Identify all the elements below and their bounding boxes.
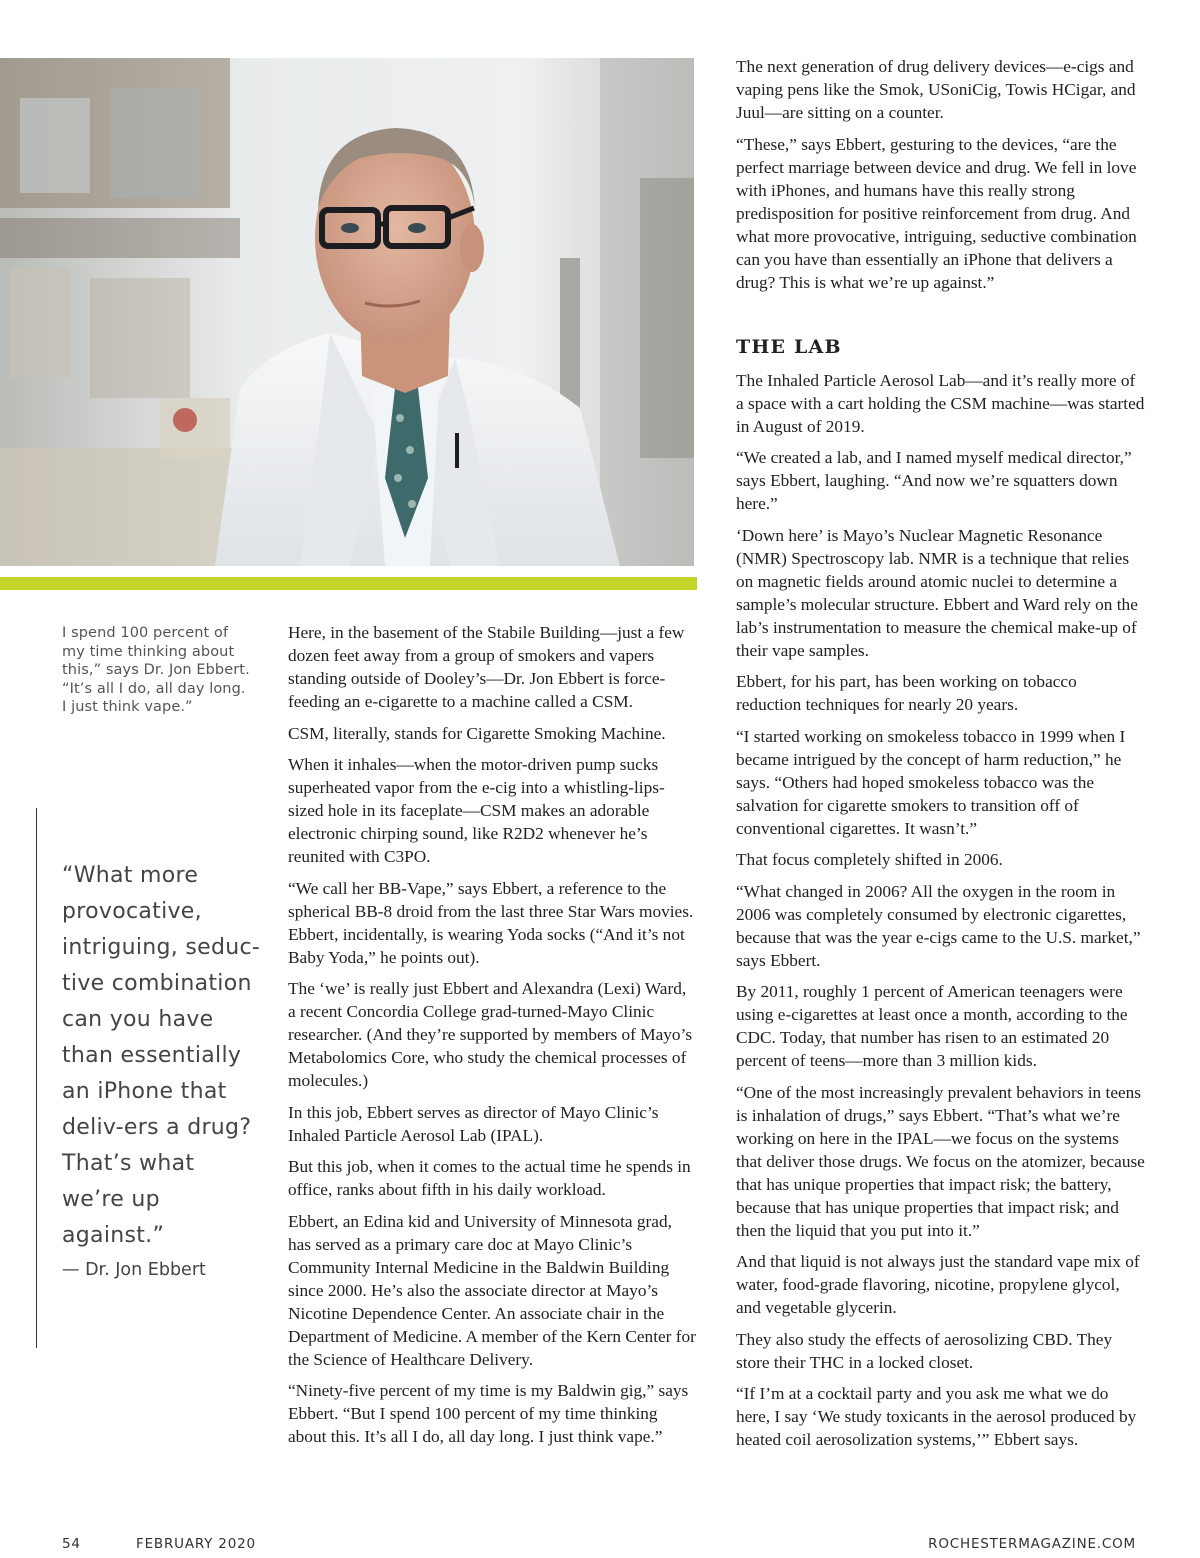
page-number: 54: [62, 1536, 81, 1552]
body-paragraph: When it inhales—when the motor-driven pump sucks superheated vapor from the e-cig into a whistling-lips-sized hole in its faceplate—CSM makes an adorable electronic chirping sound, like R2D2 whenever he’s reunited with C3PO.: [288, 755, 665, 866]
accent-bar: [0, 577, 697, 590]
body-paragraph: “If I’m at a cocktail party and you ask me what we do here, I say ‘We study toxicants in the aerosol produced by heated coil aerosolization systems,’” Ebbert says.: [736, 1384, 1137, 1449]
section-heading: THE LAB: [736, 335, 842, 358]
body-paragraph: “I started working on smokeless tobacco in 1999 when I became intrigued by the concept of harm reduction,” he says. “Others had hoped smokeless tobacco was the salvation for cigarette smokers to transition off of conventional cigarettes. It wasn’t.”: [736, 726, 1126, 838]
body-paragraph: Ebbert, an Edina kid and University of Minnesota grad, has served as a primary care doc at Mayo Clinic’s Community Internal Medicine in the Baldwin Building since 2000. He’s also the associate director at Mayo’s Nicotine Dependence Center. An associate chair in the Department of Medicine. A member of the Kern Center for the Science of Healthcare Delivery.: [288, 1211, 696, 1369]
body-paragraph: Here, in the basement of the Stabile Building—just a few dozen feet away from a group of smokers and vapers standing outside of Dooley’s—Dr. Jon Ebbert is force-feeding an e-cigarette to a machine called a CSM.: [288, 623, 685, 711]
body-paragraph: And that liquid is not always just the standard vape mix of water, food-grade flavoring, nicotine, propylene glycol, and vegetable glycerin.: [736, 1252, 1140, 1317]
website-url: ROCHESTERMAGAZINE.COM: [928, 1536, 1136, 1552]
body-paragraph: “These,” says Ebbert, gesturing to the devices, “are the perfect marriage between device and drug. We fell in love with iPhones, and humans have this really strong predisposition for positive reinforcement from drug. And what more provocative, intriguing, seductive combination can you have than essentially an iPhone that delivers a drug? This is what we’re up against.”: [736, 134, 1137, 292]
body-paragraph: “Ninety-five percent of my time is my Baldwin gig,” says Ebbert. “But I spend 100 percent of my time thinking about this. It’s all I do, all day long. I just think vape.”: [288, 1381, 689, 1446]
body-paragraph: The ‘we’ is really just Ebbert and Alexandra (Lexi) Ward, a recent Concordia College grad-turned-Mayo Clinic researcher. (And they’re supported by members of Mayo’s Metabolomics Core, who study the chemical processes of molecules.): [288, 979, 693, 1090]
body-paragraph: CSM, literally, stands for Cigarette Smoking Machine.: [288, 723, 666, 743]
body-paragraph: Ebbert, for his part, has been working on tobacco reduction techniques for nearly 20 years.: [736, 672, 1077, 714]
pull-quote-rule: [36, 808, 37, 1348]
body-paragraph: ‘Down here’ is Mayo’s Nuclear Magnetic Resonance (NMR) Spectroscopy lab. NMR is a technique that relies on magnetic fields around atomic nuclei to determine a sample’s molecular structure. Ebbert and Ward rely on the lab’s instrumentation to measure the chemical make-up of their vape samples.: [736, 525, 1138, 660]
photo-caption: I spend 100 percent of my time thinking about this,” says Dr. Jon Ebbert. “It’s all I do, all day long. I just think vape.”: [62, 625, 250, 715]
pull-quote-attribution: — Dr. Jon Ebbert: [62, 1260, 206, 1280]
body-paragraph: “One of the most increasingly prevalent behaviors in teens is inhalation of drugs,” says Ebbert. “That’s what we’re working on here in the IPAL—we focus on the systems that deliver those drugs. We focus on the atomizer, because that has unique properties that impact risk; the battery, because that has unique properties that impact risk; and then the liquid that you put into it.”: [736, 1082, 1145, 1240]
body-paragraph: By 2011, roughly 1 percent of American teenagers were using e-cigarettes at least once a month, according to the CDC. Today, that number has risen to an estimated 20 percent of teens—more than 3 million kids.: [736, 982, 1128, 1070]
issue-date: FEBRUARY 2020: [136, 1536, 256, 1552]
doctor-portrait-photo: [0, 58, 694, 566]
article-column-middle: [288, 621, 696, 1457]
body-paragraph: “We call her BB-Vape,” says Ebbert, a reference to the spherical BB-8 droid from the last three Star Wars movies. Ebbert, incidentally, is wearing Yoda socks (“And it’s not Baby Yoda,” he points out).: [288, 878, 694, 967]
body-paragraph: That focus completely shifted in 2006.: [736, 850, 1003, 869]
body-paragraph: In this job, Ebbert serves as director of Mayo Clinic’s Inhaled Particle Aerosol Lab (IPAL).: [288, 1102, 659, 1145]
body-paragraph: But this job, when it comes to the actual time he spends in office, ranks about fifth in his daily workload.: [288, 1157, 691, 1199]
body-paragraph: “We created a lab, and I named myself medical director,” says Ebbert, laughing. “And now we’re squatters down here.”: [736, 448, 1132, 513]
body-paragraph: The next generation of drug delivery devices—e-cigs and vaping pens like the Smok, USoniCig, Towis HCigar, and Juul—are sitting on a counter.: [736, 57, 1136, 122]
body-paragraph: They also study the effects of aerosolizing CBD. They store their THC in a locked closet.: [736, 1329, 1113, 1372]
body-paragraph: “What changed in 2006? All the oxygen in the room in 2006 was completely consumed by electronic cigarettes, because that was the year e-cigs came to the U.S. market,” says Ebbert.: [736, 881, 1141, 970]
body-paragraph: The Inhaled Particle Aerosol Lab—and it’s really more of a space with a cart holding the CSM machine—was started in August of 2019.: [736, 370, 1145, 436]
pull-quote: “What more provocative, intriguing, seduc-tive combination can you have than essentially an iPhone that deliv-ers a drug? That’s what we’re up against.”: [62, 863, 261, 1248]
article-column-right: [736, 55, 1146, 1460]
